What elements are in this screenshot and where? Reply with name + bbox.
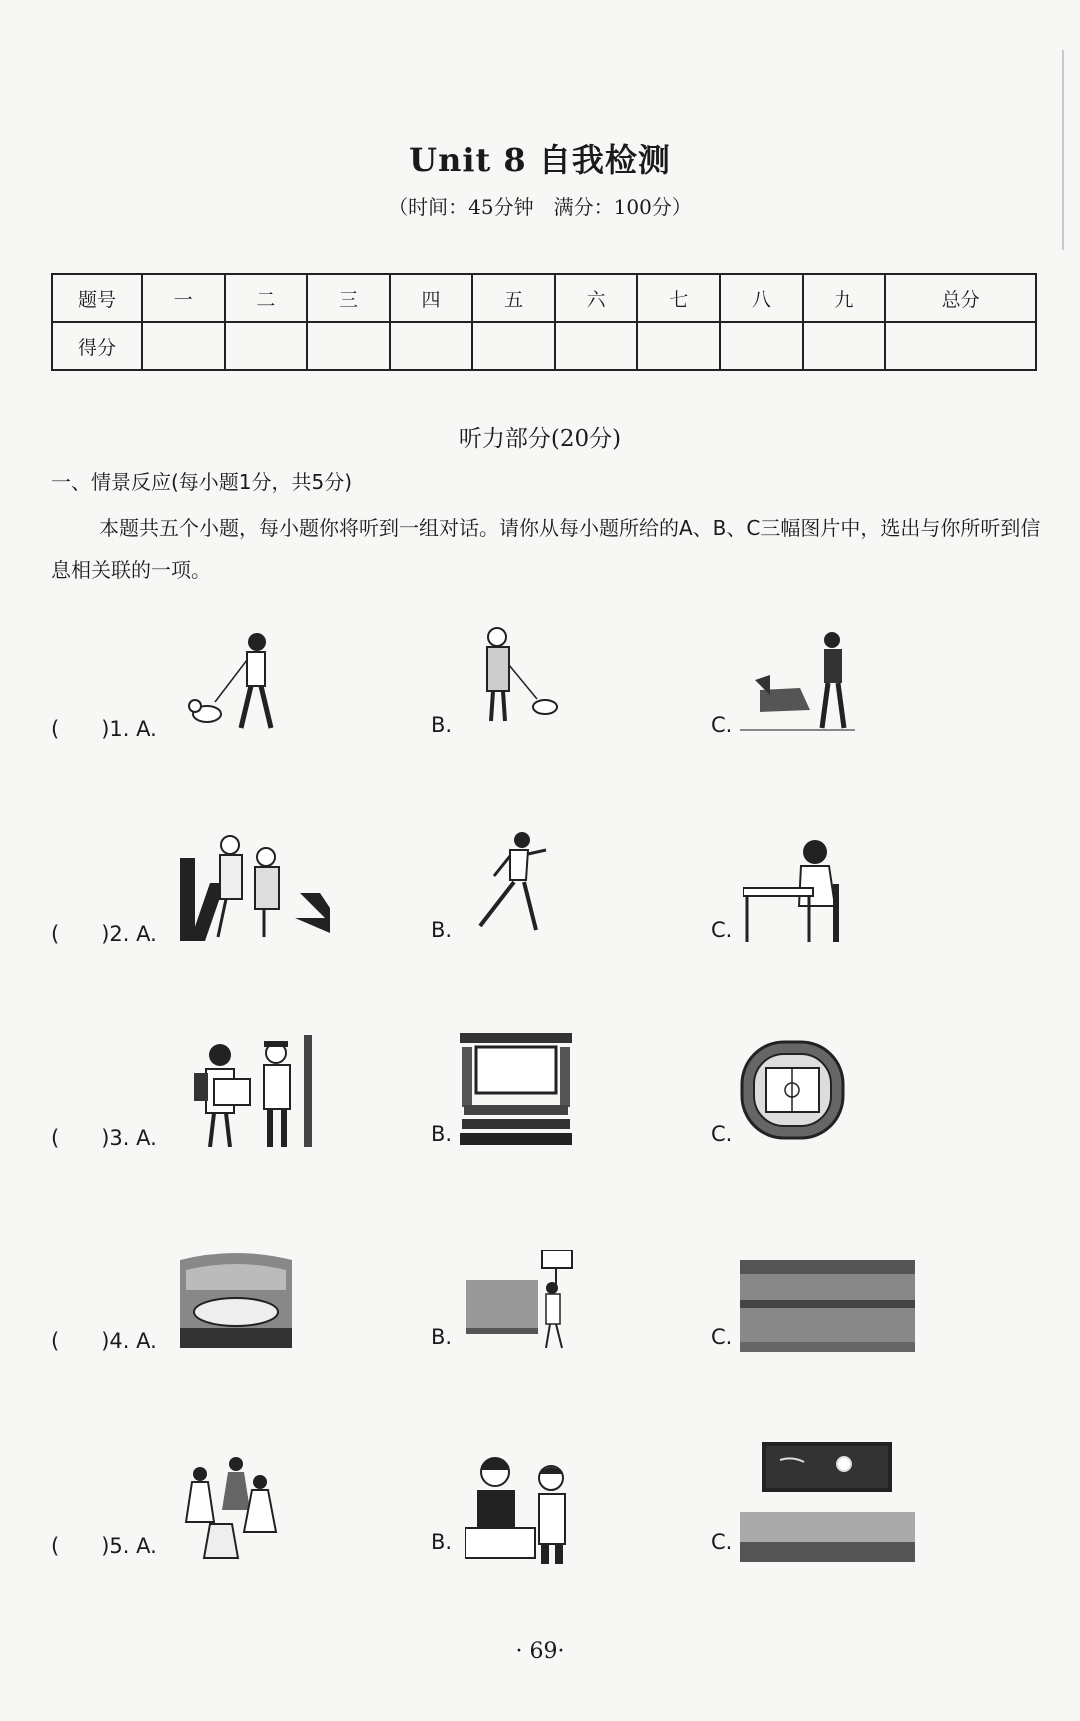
- score-table-cell: 七: [637, 274, 720, 322]
- section-title: 听力部分(20分): [458, 426, 622, 452]
- score-blank-cell[interactable]: [637, 322, 720, 370]
- score-table-cell: 总分: [885, 274, 1036, 322]
- question-2-label[interactable]: ( )2. A.: [51, 922, 157, 946]
- score-table-cell: 四: [390, 274, 473, 322]
- option-c-label: C.: [711, 918, 733, 942]
- option-b-label: B.: [431, 1122, 453, 1146]
- option-b-label: B.: [431, 1325, 453, 1349]
- asking-police-picture[interactable]: [180, 1035, 320, 1147]
- score-blank-cell[interactable]: [142, 322, 225, 370]
- score-blank-cell[interactable]: [225, 322, 308, 370]
- instructions: 本题共五个小题，每小题你将听到一组对话。请你从每小题所给的A、B、C三幅图片中，选出与你所听到信息相关联的一项。: [51, 516, 1041, 582]
- score-table-cell: 八: [720, 274, 803, 322]
- score-table-header-row: [52, 274, 1036, 322]
- score-blank-cell[interactable]: [885, 322, 1036, 370]
- page-subtitle: （时间：45分钟 满分：100分）: [388, 195, 692, 219]
- page-number: · 69·: [515, 1639, 565, 1664]
- question-4-label[interactable]: ( )4. A.: [51, 1329, 157, 1353]
- score-blank-cell[interactable]: [803, 322, 886, 370]
- score-blank-cell[interactable]: [720, 322, 803, 370]
- question-1-label[interactable]: ( )1. A.: [51, 717, 157, 741]
- score-table-cell: 题号: [52, 274, 142, 322]
- score-table-cell: 得分: [52, 322, 142, 370]
- arena-picture[interactable]: [180, 1250, 292, 1348]
- option-b-label: B.: [431, 918, 453, 942]
- marching-soldiers-picture[interactable]: [740, 1250, 915, 1352]
- option-c-label: C.: [711, 1122, 733, 1146]
- score-table-cell: 九: [803, 274, 886, 322]
- score-blank-cell[interactable]: [307, 322, 390, 370]
- stadium-topview-picture[interactable]: [740, 1040, 845, 1140]
- question-5-label[interactable]: ( )5. A.: [51, 1534, 157, 1558]
- dancers-picture[interactable]: [180, 1452, 292, 1560]
- score-blank-cell[interactable]: [390, 322, 473, 370]
- cinema-picture[interactable]: [460, 1033, 572, 1145]
- student-writing-picture[interactable]: [743, 836, 853, 942]
- running-man-picture[interactable]: [470, 830, 555, 935]
- dog-walker-picture[interactable]: [185, 630, 295, 735]
- crosswalk-picture[interactable]: [180, 833, 330, 941]
- score-blank-cell[interactable]: [555, 322, 638, 370]
- question-3-label[interactable]: ( )3. A.: [51, 1126, 157, 1150]
- score-table-cell: 二: [225, 274, 308, 322]
- score-blank-cell[interactable]: [472, 322, 555, 370]
- tour-group-picture[interactable]: [462, 1250, 574, 1350]
- classroom-picture[interactable]: [740, 1442, 915, 1562]
- score-table: [51, 273, 1037, 371]
- guide-dog-picture[interactable]: [740, 630, 855, 735]
- score-table-cell: 六: [555, 274, 638, 322]
- option-c-label: C.: [711, 713, 733, 737]
- option-b-label: B.: [431, 713, 453, 737]
- score-table-score-row: [52, 322, 1036, 370]
- score-table-cell: 一: [142, 274, 225, 322]
- option-b-label: B.: [431, 1530, 453, 1554]
- score-table-cell: 三: [307, 274, 390, 322]
- handshake-picture[interactable]: [465, 1450, 585, 1565]
- elderly-dog-walker-picture[interactable]: [475, 625, 565, 725]
- part-title: 一、情景反应(每小题1分，共5分): [51, 470, 353, 494]
- option-c-label: C.: [711, 1325, 733, 1349]
- score-table-cell: 五: [472, 274, 555, 322]
- option-c-label: C.: [711, 1530, 733, 1554]
- page-title: Unit 8 自我检测: [409, 141, 671, 179]
